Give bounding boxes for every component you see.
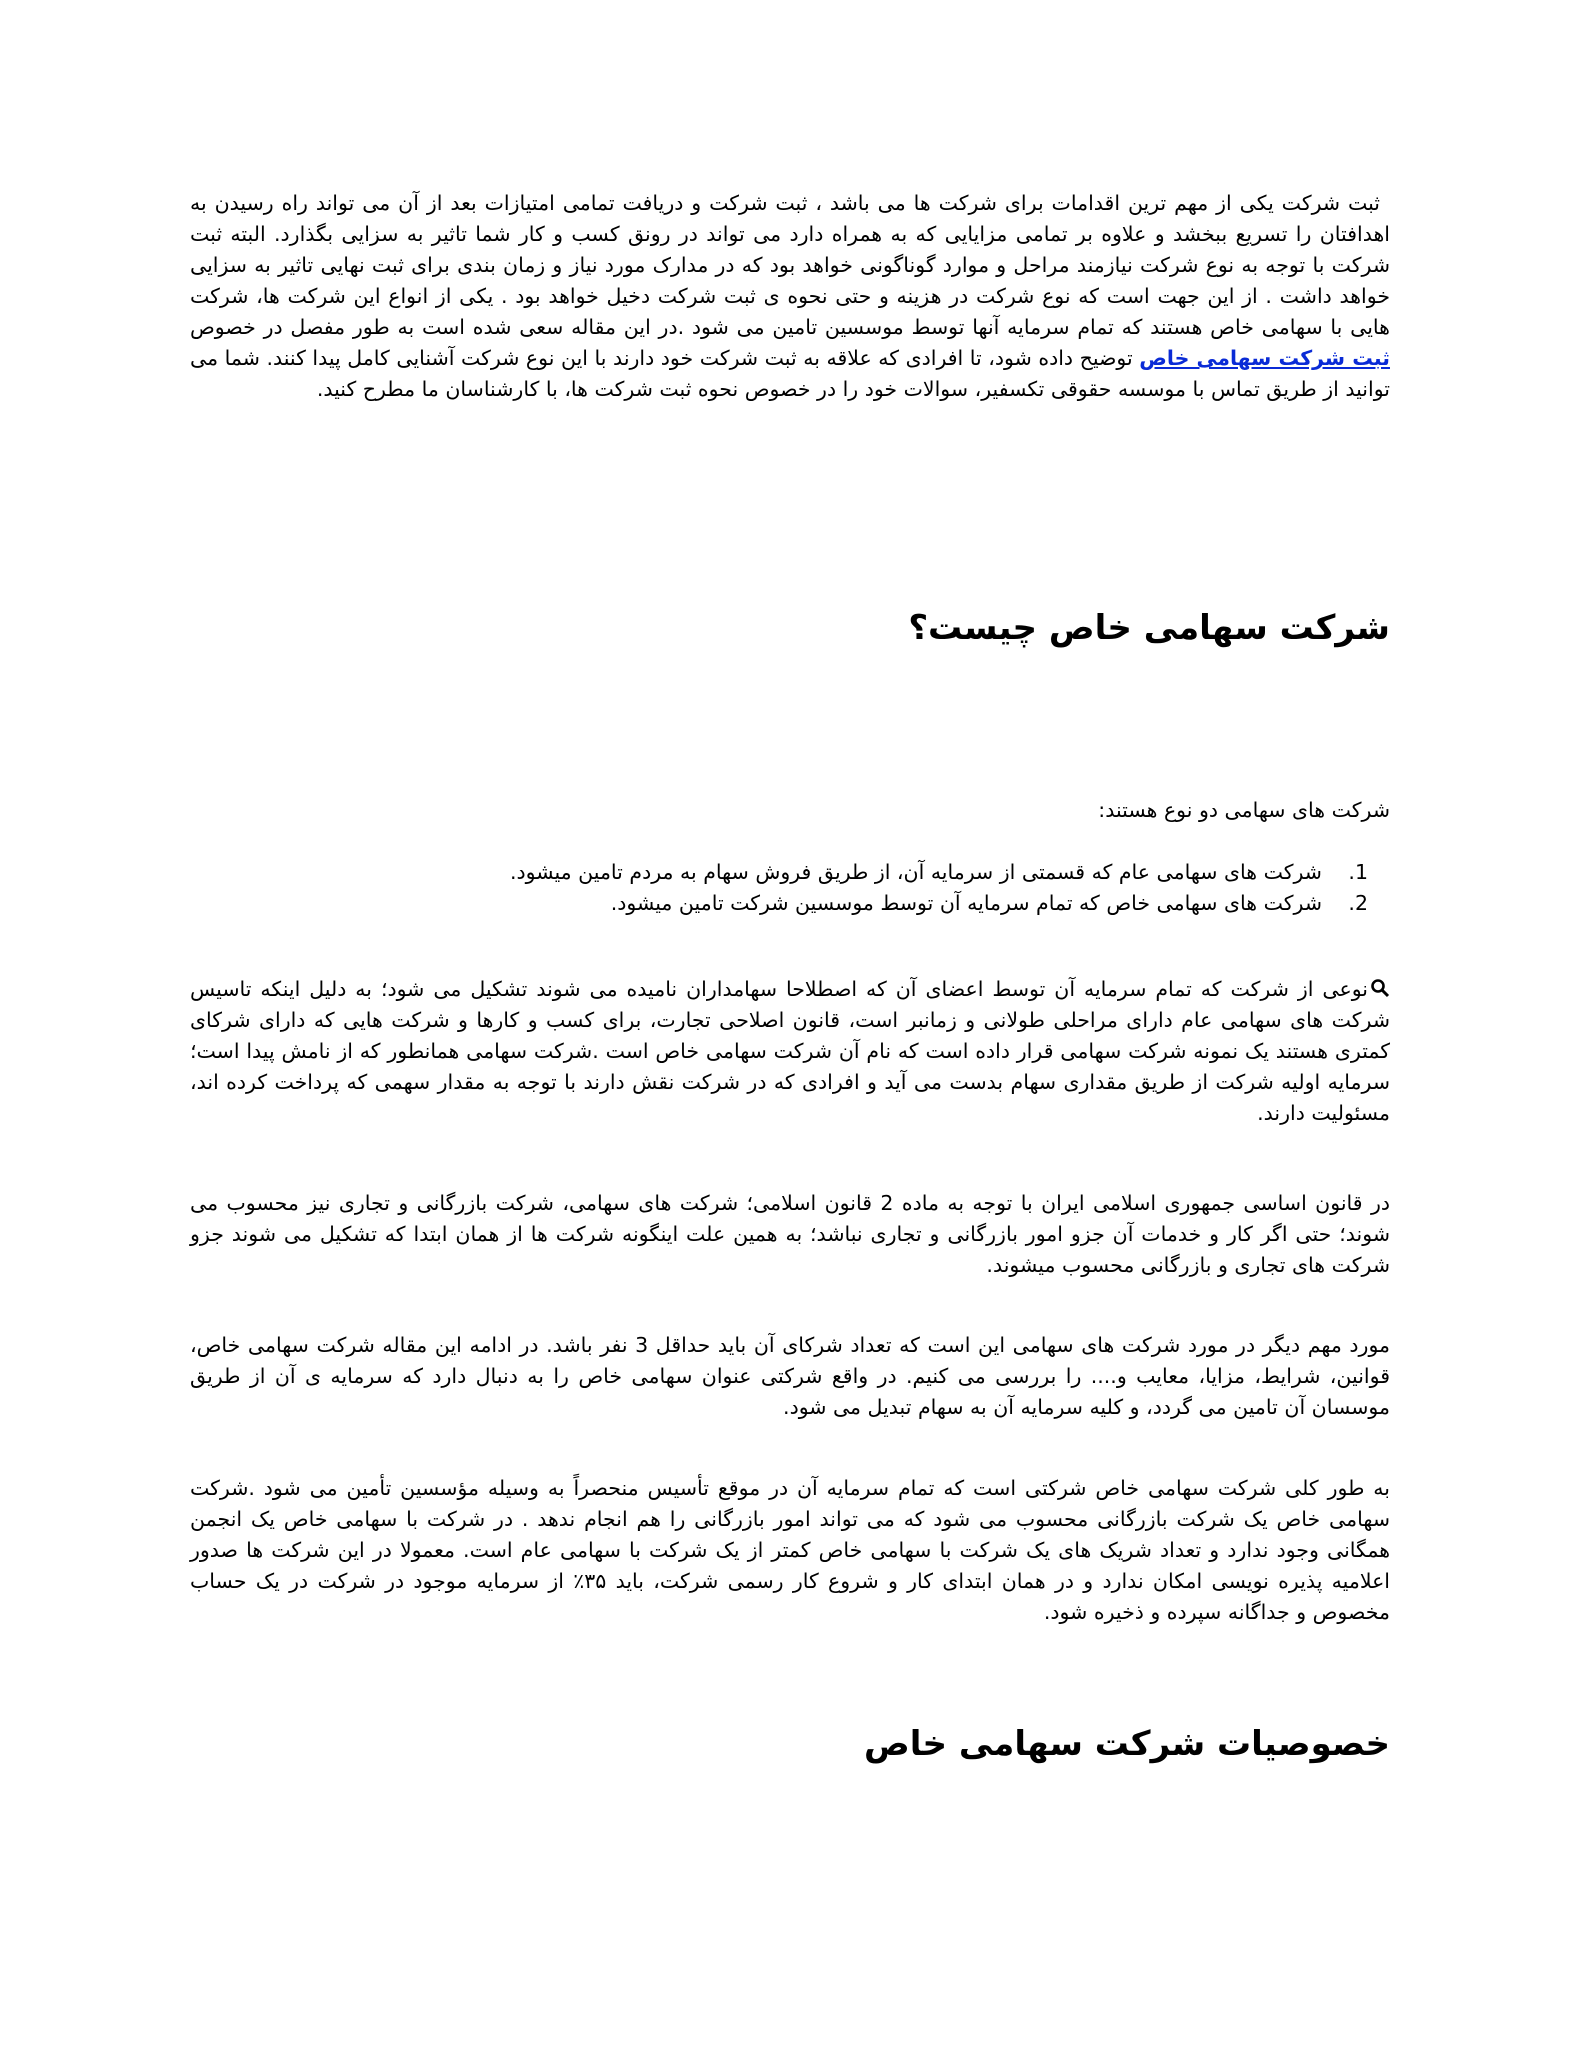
magnifier-icon <box>1368 976 1390 996</box>
intro-section <box>190 188 1390 405</box>
paragraph-law: در قانون اساسی جمهوری اسلامی ایران با توجه به ماده 2 قانون اسلامی؛ شرکت های سهامی، شرکت بازرگانی و تجاری نیز محسوب می شوند؛ حتی اگر کار و خدمات آن جزو امور بازرگانی و تجاری نباشد؛ به همین علت اینگونه شرکت ها از همان ابتدا که تشکیل می شوند جزو شرکت های تجاری و بازرگانی محسوب میشوند. <box>190 1191 1390 1277</box>
heading-features-section <box>190 1722 1390 1766</box>
list-item <box>190 888 1368 919</box>
intro-paragraph <box>190 188 1390 405</box>
paragraph-definition-text: نوعی از شرکت که تمام سرمایه آن توسط اعضای آن که اصطلاحا سهامداران نامیده می شوند تشکیل می شود؛ به دلیل اینکه تاسیس شرکت های سهامی عام دارای مراحلی طولانی و زمانبر است، قانون اصلاحی تجارت، برای کسب و کارها و شرکت هایی که دارای شرکای کمتری هستند یک نمونه شرکت سهامی قرار داده است که نام آن شرکت سهامی خاص است .شرکت سهامی همانطور که از نامش پیدا است؛ سرمایه اولیه شرکت از طریق مقداری سهام بدست می آید و افرادی که در شرکت نقش دارند با توجه به مقدار سهمی که پرداخت کرده اند، مسئولیت دارند. <box>190 977 1390 1125</box>
paragraph-overview: به طور کلی شرکت سهامی خاص شرکتی است که تمام سرمایه آن در موقع تأسیس منحصراً به وسیله مؤسسین تأمین می شود .شرکت سهامی خاص یک شرکت بازرگانی محسوب می شود که می تواند امور بازرگانی را هم انجام ندهد . در شرکت با سهامی خاص یک انجمن همگانی وجود ندارد و تعداد شریک های یک شرکت با سهامی خاص کمتر از یک شرکت با سهامی عام است. معمولا در این شرکت ها صدور اعلامیه پذیره نویسی امکان ندارد و در همان ابتدای کار و شروع کار رسمی شرکت، باید ۳۵٪ از سرمایه موجود در شرکت در یک حساب مخصوص و جداگانه سپرده و ذخیره شود. <box>190 1476 1391 1624</box>
paragraph-partners-section <box>190 1330 1390 1423</box>
list-item <box>190 857 1368 888</box>
list-item-text: شرکت های سهامی عام که قسمتی از سرمایه آن، از طریق فروش سهام به مردم تامین میشود. <box>509 860 1322 884</box>
list-item-number: 1. <box>1348 860 1368 884</box>
heading-features: خصوصیات شرکت سهامی خاص <box>864 1724 1390 1764</box>
paragraph-partners: مورد مهم دیگر در مورد شرکت های سهامی این است که تعداد شرکای آن باید حداقل 3 نفر باشد. در ادامه این مقاله شرکت سهامی خاص، قوانین، شرایط، مزایا، معایب و.... را بررسی می کنیم. در واقع شرکتی عنوان سهامی خاص را به دنبال دارد که سرمایه ی آن از طریق موسسان آن تامین می گردد، و کلیه سرمایه آن به سهام تبدیل می شود. <box>190 1333 1391 1419</box>
types-list-section <box>190 857 1390 919</box>
intro-text-before-link: ثبت شرکت یکی از مهم ترین اقدامات برای شرکت ها می باشد ، ثبت شرکت و دریافت تمامی امتیازات بعد از آن می تواند راه رسیدن به اهدافتان را تسریع ببخشد و علاوه بر تمامی مزایایی که به همراه دارد می تواند در رونق کسب و کار شما تاثیر به سزایی بگذارد. البته ثبت شرکت با توجه به نوع شرکت نیازمند مراحل و موارد گوناگونی خواهد بود که در مدارک مورد نیاز و زمان بندی برای ثبت نهایی تاثیر به سزایی خواهد داشت . از این جهت است که نوع شرکت در هزینه و حتی نحوه ی ثبت شرکت دخیل خواهد بود . یکی از انواع این شرکت ها، شرکت هایی با سهامی خاص هستند که تمام سرمایه آنها توسط موسسین تامین می شود .در این مقاله سعی شده است به طور مفصل در خصوص <box>190 191 1390 339</box>
paragraph-law-section <box>190 1188 1390 1281</box>
heading-what-section <box>190 606 1390 650</box>
list-item-text: شرکت های سهامی خاص که تمام سرمایه آن توسط موسسین شرکت تامین میشود. <box>610 891 1322 915</box>
paragraph-overview-section <box>190 1473 1390 1628</box>
types-list <box>190 857 1390 919</box>
types-lead-text: شرکت های سهامی دو نوع هستند: <box>1098 798 1390 822</box>
list-item-number: 2. <box>1348 891 1368 915</box>
heading-what-is-private-joint-stock: شرکت سهامی خاص چیست؟ <box>908 608 1390 648</box>
paragraph-definition <box>190 974 1390 1129</box>
paragraph-definition-section <box>190 974 1390 1129</box>
register-private-joint-stock-link[interactable]: ثبت شرکت سهامی خاص <box>1139 346 1390 370</box>
types-lead-section <box>190 795 1390 826</box>
intro-text-after-link: توضیح داده شود، تا افرادی که علاقه به ثبت شرکت خود دارند با این نوع شرکت آشنایی کامل پیدا کنند. شما می توانید از طریق تماس با موسسه حقوقی تکسفیر، سوالات خود را در خصوص نحوه ثبت شرکت ها، با کارشناسان ما مطرح کنید. <box>190 346 1390 401</box>
